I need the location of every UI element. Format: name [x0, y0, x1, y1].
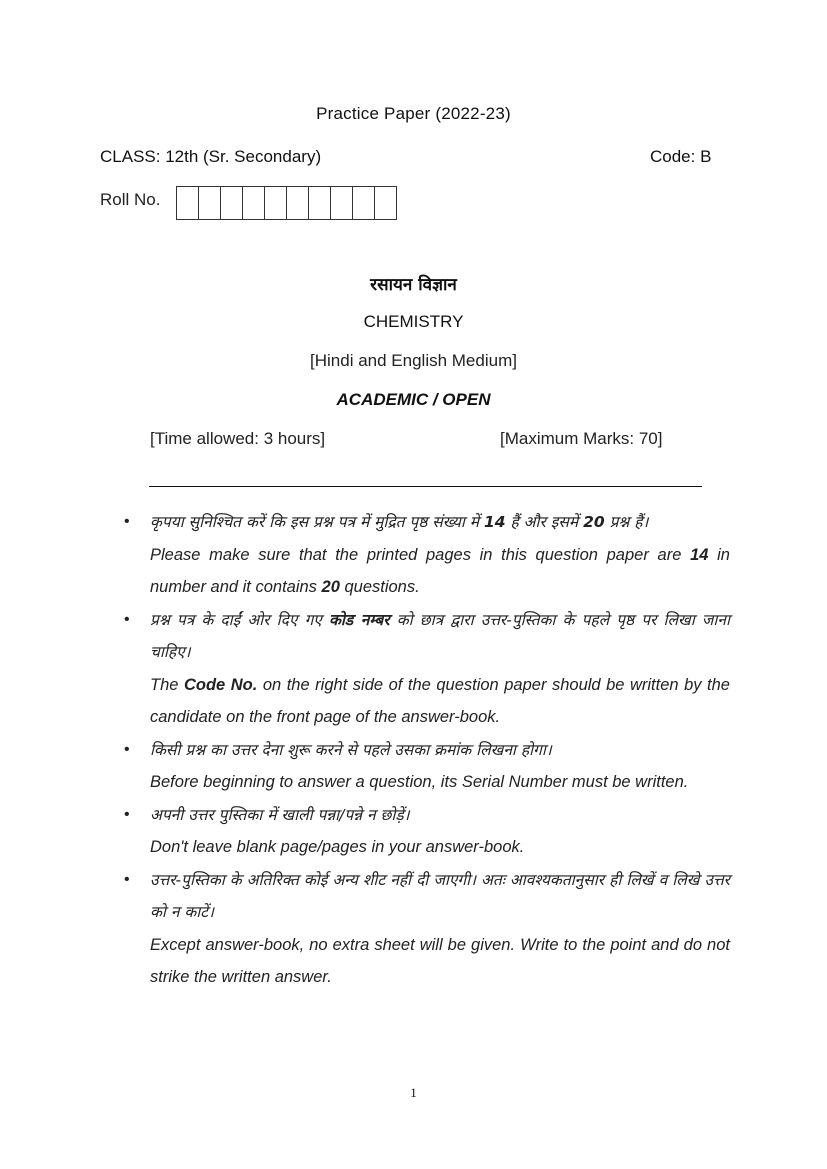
- instruction-text: कृपया सुनिश्चित करें कि इस प्रश्न पत्र में मुद्रित पृष्ठ संख्या में: [150, 513, 484, 531]
- instruction-text: Don't leave blank page/pages in your answer-book.: [150, 838, 525, 856]
- roll-number-box: [309, 187, 331, 219]
- instruction-hindi: [150, 604, 730, 669]
- instruction-text: Before beginning to answer a question, its Serial Number must be written.: [150, 773, 689, 791]
- maximum-marks: [Maximum Marks: 70]: [500, 429, 663, 448]
- time-allowed: [Time allowed: 3 hours]: [150, 429, 326, 448]
- instructions-list: [122, 506, 730, 994]
- roll-number-grid: [176, 186, 397, 220]
- bullet-icon: •: [124, 513, 130, 530]
- instruction-item: [122, 799, 730, 864]
- instruction-text: को छात्र द्वारा उत्तर-पुस्तिका के पहले पृष्ठ पर लिखा जाना चाहिए।: [150, 610, 730, 661]
- instruction-hindi: [150, 864, 730, 929]
- emphasis-text: 20: [583, 513, 605, 531]
- roll-number-box: [199, 187, 221, 219]
- instruction-english: [150, 929, 730, 994]
- instruction-text: किसी प्रश्न का उत्तर देना शुरू करने से पहले उसका क्रमांक लिखना होगा।: [150, 740, 552, 759]
- medium-label: [Hindi and English Medium]: [310, 351, 517, 370]
- instruction-text: प्रश्न पत्र के दाईं ओर दिए गए: [150, 610, 329, 629]
- instruction-text: in number and it contains: [150, 545, 730, 596]
- header-divider: [149, 486, 702, 487]
- subject-title-english: CHEMISTRY: [363, 312, 464, 331]
- instruction-english: [150, 766, 730, 799]
- instruction-item: [122, 734, 730, 799]
- instruction-text: उत्तर-पुस्तिका के अतिरिक्त कोई अन्य शीट नहीं दी जाएगी। अतः आवश्यकतानुसार ही लिखें व लिखे उत्तर को न काटें।: [150, 870, 730, 921]
- instruction-english: [150, 831, 730, 864]
- roll-number-label: Roll No.: [100, 190, 161, 209]
- instruction-text: प्रश्न हैं।: [604, 513, 649, 531]
- stream-label: ACADEMIC / OPEN: [336, 390, 491, 409]
- instruction-item: [122, 604, 730, 734]
- roll-number-box: [353, 187, 375, 219]
- instruction-hindi: [150, 734, 730, 767]
- instruction-hindi: [150, 506, 730, 539]
- instruction-text: questions.: [339, 578, 420, 596]
- roll-number-box: [177, 187, 199, 219]
- emphasis-text: कोड नम्बर: [329, 610, 390, 629]
- emphasis-text: 20: [321, 578, 340, 596]
- instruction-text: on the right side of the question paper should be written by the candidate on the front page of the answer-book.: [150, 675, 730, 726]
- roll-number-box: [221, 187, 243, 219]
- emphasis-text: Code No.: [183, 675, 258, 694]
- instruction-item: [122, 506, 730, 604]
- subject-title-hindi: रसायन विज्ञान: [370, 275, 457, 295]
- bullet-icon: •: [124, 610, 130, 628]
- instruction-hindi: [150, 799, 730, 832]
- emphasis-text: 14: [690, 545, 709, 564]
- instruction-text: Except answer-book, no extra sheet will be given. Write to the point and do not strike the written answer.: [150, 935, 730, 986]
- instruction-text: The: [150, 675, 184, 694]
- paper-title: Practice Paper (2022-23): [316, 104, 511, 123]
- roll-number-box: [265, 187, 287, 219]
- bullet-icon: •: [124, 870, 130, 888]
- instruction-item: [122, 864, 730, 994]
- roll-number-box: [331, 187, 353, 219]
- instruction-text: अपनी उत्तर पुस्तिका में खाली पन्ना/पन्ने न छोड़ें।: [150, 805, 410, 824]
- roll-number-box: [375, 187, 397, 219]
- page-number: 1: [410, 1085, 417, 1100]
- roll-number-box: [287, 187, 309, 219]
- instruction-english: [150, 669, 730, 734]
- code-label: Code: B: [650, 147, 712, 166]
- roll-number-box: [243, 187, 265, 219]
- bullet-icon: •: [124, 740, 130, 758]
- emphasis-text: 14: [483, 513, 506, 531]
- instruction-text: हैं और इसमें: [505, 513, 584, 531]
- bullet-icon: •: [124, 805, 130, 823]
- instruction-text: Please make sure that the printed pages in this question paper are: [150, 545, 691, 564]
- class-label: CLASS: 12th (Sr. Secondary): [100, 147, 322, 166]
- instruction-english: [150, 539, 730, 604]
